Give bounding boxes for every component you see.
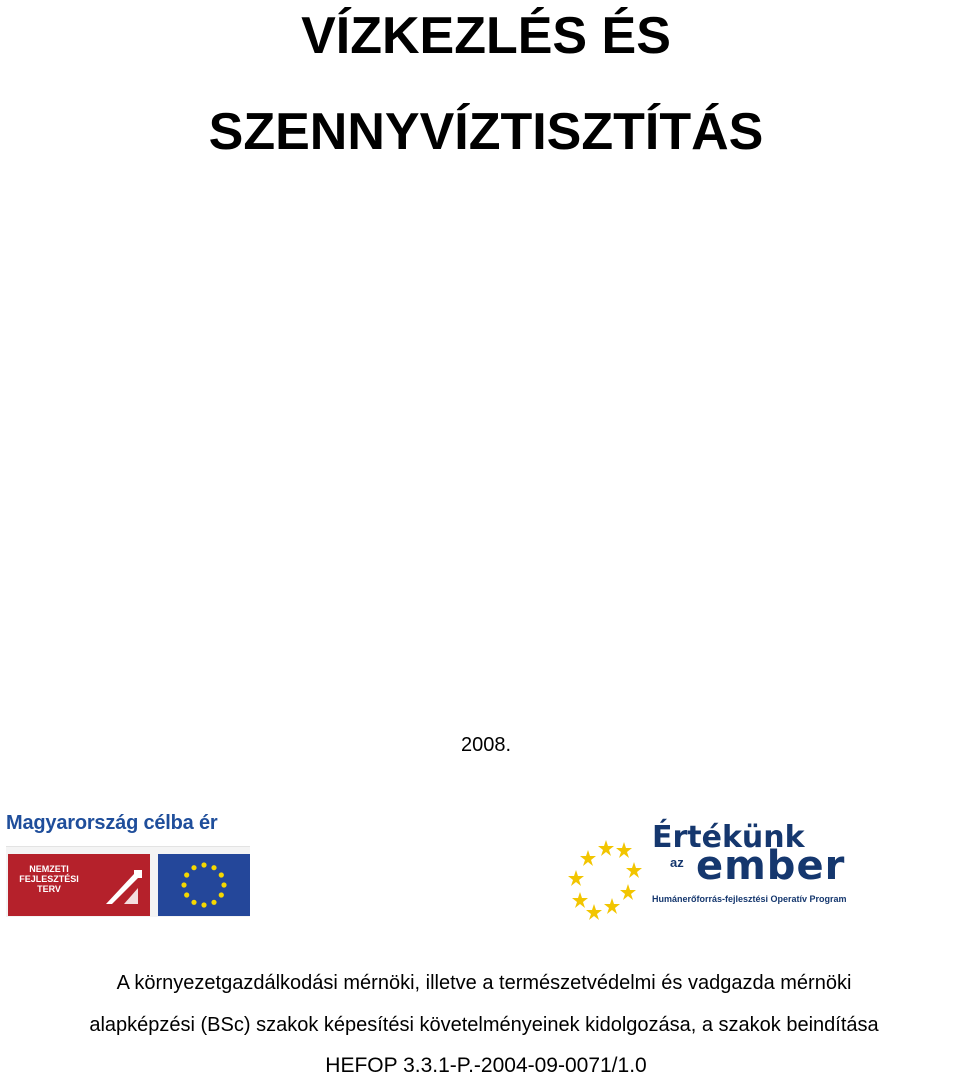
footer-line-2: alapképzési (BSc) szakok képesítési követelményeinek kidolgozása, a szakok beindítása [89, 1014, 879, 1036]
footer-project-code: HEFOP 3.3.1-P.-2004-09-0071/1.0 [325, 1054, 647, 1077]
logo-az: az [670, 855, 684, 870]
eu-stars-arc-icon [566, 832, 652, 928]
document-title-line-1: VÍZKEZLÉS ÉS [301, 7, 671, 65]
logo-program-name: Humánerőforrás-fejlesztési Operatív Program [652, 894, 847, 904]
logo-slogan: Magyarország célba ér [6, 812, 218, 834]
footer-line-1: A környezetgazdálkodási mérnöki, illetve a természetvédelmi és vadgazda mérnöki [116, 972, 852, 994]
logo-ember: ember [696, 843, 846, 889]
logo-ertekunk: Értékünk [652, 820, 805, 855]
nft-arrow-icon [104, 866, 144, 906]
logo-nft-eu [6, 810, 250, 918]
nft-logo-text: NEMZETI FEJLESZTÉSI TERV [19, 864, 79, 894]
eu-flag-icon [158, 854, 250, 916]
eu-stars-icon [158, 854, 250, 916]
logo-hefop [566, 820, 862, 926]
nft-logo [8, 854, 150, 916]
document-year: 2008. [460, 734, 512, 756]
document-title-line-2: SZENNYVÍZTISZTÍTÁS [208, 103, 764, 161]
